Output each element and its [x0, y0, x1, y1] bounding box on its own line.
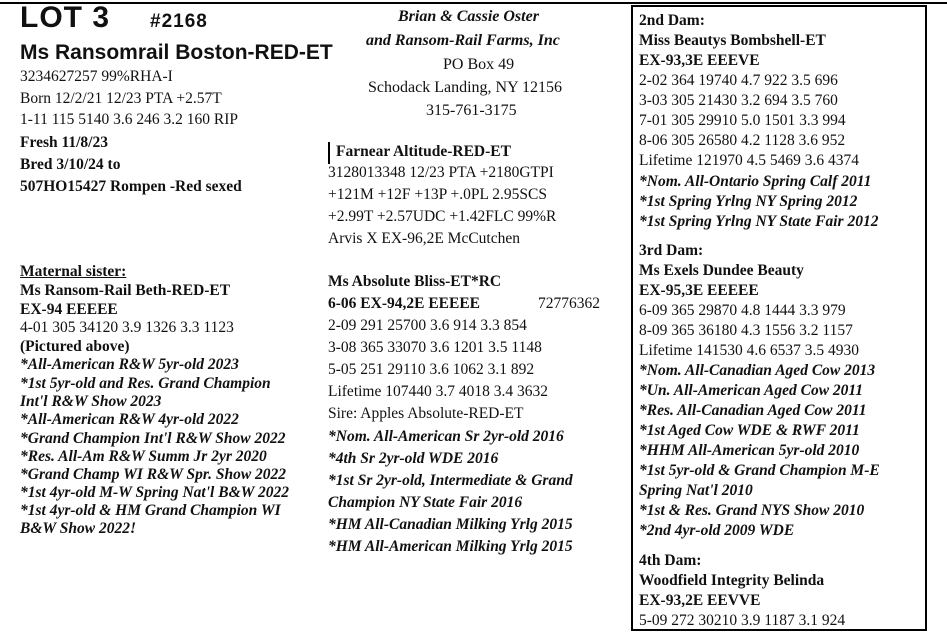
second-dam-record: 3-03 305 21430 3.2 694 3.5 760: [639, 92, 838, 109]
fourth-dam-heading: 4th Dam:: [639, 552, 702, 569]
maternal-sister-award: *Grand Champ WI R&W Spr. Show 2022: [20, 466, 287, 483]
maternal-sister-award: *All-American R&W 5yr-old 2023: [20, 356, 239, 373]
dam-award: *4th Sr 2yr-old WDE 2016: [328, 450, 499, 467]
sire-line: +2.99T +2.57UDC +1.42FLC 99%R: [328, 208, 557, 225]
maternal-sister-award: *Grand Champion Int'l R&W Show 2022: [20, 430, 286, 447]
third-dam-record: 8-09 365 36180 4.3 1556 3.2 1157: [639, 322, 853, 339]
dam-lifetime: Lifetime 107440 3.7 4018 3.4 3632: [328, 383, 548, 400]
sire-section-rule: [328, 142, 330, 164]
consignor-phone: 315-761-3175: [426, 102, 517, 119]
third-dam-lifetime: Lifetime 141530 4.6 6537 3.5 4930: [639, 342, 859, 359]
sire-name: Farnear Altitude-RED-ET: [336, 143, 511, 160]
dam-record: 3-08 365 33070 3.6 1201 3.5 1148: [328, 339, 542, 356]
second-dam-record: 7-01 305 29910 5.0 1501 3.3 994: [639, 112, 846, 129]
second-dam-award: *Nom. All-Ontario Spring Calf 2011: [639, 173, 872, 190]
maternal-sister-award: *1st 4yr-old M-W Spring Nat'l B&W 2022: [20, 484, 290, 501]
maternal-sister-class: EX-94 EEEEE: [20, 301, 118, 318]
third-dam-award: *Nom. All-Canadian Aged Cow 2013: [639, 362, 876, 379]
dam-class: 6-06 EX-94,2E EEEEE: [328, 295, 481, 312]
born-line: Born 12/2/21 12/23 PTA +2.57T: [20, 90, 222, 107]
dam-sire-line: Sire: Apples Absolute-RED-ET: [328, 405, 524, 422]
animal-id-line: 3234627257 99%RHA-I: [20, 68, 173, 85]
third-dam-award: *1st & Res. Grand NYS Show 2010: [639, 502, 865, 519]
third-dam-award: *1st Aged Cow WDE & RWF 2011: [639, 422, 860, 439]
dam-record: 2-09 291 25700 3.6 914 3.3 854: [328, 317, 527, 334]
second-dam-heading: 2nd Dam:: [639, 12, 705, 29]
maternal-sister-note: (Pictured above): [20, 338, 130, 355]
top-rule: [0, 2, 947, 4]
service-sire: 507HO15427 Rompen -Red sexed: [20, 178, 242, 195]
sire-line: +121M +12F +13P +.0PL 2.95SCS: [328, 186, 548, 203]
dam-name: Ms Absolute Bliss-ET*RC: [328, 273, 502, 290]
consignor-city: Schodack Landing, NY 12156: [368, 79, 563, 96]
animal-name: Ms Ransomrail Boston-RED-ET: [20, 41, 333, 64]
third-dam-award: *1st 5yr-old & Grand Champion M-E: [639, 462, 880, 479]
fourth-dam-class: EX-93,2E EEVVE: [639, 592, 761, 609]
third-dam-record: 6-09 365 29870 4.8 1444 3.3 979: [639, 302, 846, 319]
sire-line: Arvis X EX-96,2E McCutchen: [328, 230, 520, 247]
dam-award: *1st Sr 2yr-old, Intermediate & Grand: [328, 472, 573, 489]
second-dam-record: 8-06 305 26580 4.2 1128 3.6 952: [639, 132, 846, 149]
maternal-sister-award: *1st 5yr-old and Res. Grand Champion: [20, 375, 271, 392]
third-dam-name: Ms Exels Dundee Beauty: [639, 262, 804, 279]
maternal-sister-award: *All-American R&W 4yr-old 2022: [20, 411, 239, 428]
dam-award: *HM All-American Milking Yrlg 2015: [328, 538, 573, 555]
maternal-sister-award: B&W Show 2022!: [20, 520, 137, 537]
sire-line: 3128013348 12/23 PTA +2180GTPI: [328, 164, 554, 181]
third-dam-award: *HHM All-American 5yr-old 2010: [639, 442, 860, 459]
third-dam-heading: 3rd Dam:: [639, 242, 704, 259]
consignor-pobox: PO Box 49: [443, 56, 515, 73]
dam-award: *HM All-Canadian Milking Yrlg 2015: [328, 516, 573, 533]
fourth-dam-record: 5-09 272 30210 3.9 1187 3.1 924: [639, 612, 846, 629]
consignor-names: Brian & Cassie Oster: [398, 8, 539, 25]
record-line: 1-11 115 5140 3.6 246 3.2 160 RIP: [20, 111, 239, 128]
second-dam-award: *1st Spring Yrlng NY Spring 2012: [639, 193, 858, 210]
lot-number: #2168: [150, 11, 208, 32]
lot-label: LOT 3: [20, 1, 111, 34]
maternal-sister-award: Int'l R&W Show 2023: [20, 393, 162, 410]
maternal-sister-award: *1st 4yr-old & HM Grand Champion WI: [20, 502, 281, 519]
maternal-sister-heading: Maternal sister:: [20, 263, 127, 280]
bred-date: Bred 3/10/24 to: [20, 156, 121, 173]
third-dam-award: *Un. All-American Aged Cow 2011: [639, 382, 864, 399]
fresh-date: Fresh 11/8/23: [20, 134, 108, 151]
dam-award: *Nom. All-American Sr 2yr-old 2016: [328, 428, 564, 445]
fourth-dam-name: Woodfield Integrity Belinda: [639, 572, 825, 589]
dam-award: Champion NY State Fair 2016: [328, 494, 523, 511]
second-dam-award: *1st Spring Yrlng NY State Fair 2012: [639, 213, 879, 230]
third-dam-class: EX-95,3E EEEEE: [639, 282, 759, 299]
dam-reg-number: 72776362: [538, 295, 600, 312]
third-dam-award: *2nd 4yr-old 2009 WDE: [639, 522, 795, 539]
maternal-sister-record: 4-01 305 34120 3.9 1326 3.3 1123: [20, 319, 234, 336]
second-dam-name: Miss Beautys Bombshell-ET: [639, 32, 826, 49]
maternal-sister-award: *Res. All-Am R&W Summ Jr 2yr 2020: [20, 448, 267, 465]
third-dam-award: Spring Nat'l 2010: [639, 482, 753, 499]
second-dam-lifetime: Lifetime 121970 4.5 5469 3.6 4374: [639, 152, 859, 169]
second-dam-record: 2-02 364 19740 4.7 922 3.5 696: [639, 72, 838, 89]
second-dam-class: EX-93,3E EEEVE: [639, 52, 760, 69]
consignor-farm: and Ransom-Rail Farms, Inc: [366, 32, 560, 49]
third-dam-award: *Res. All-Canadian Aged Cow 2011: [639, 402, 867, 419]
dam-record: 5-05 251 29110 3.6 1062 3.1 892: [328, 361, 535, 378]
maternal-sister-name: Ms Ransom-Rail Beth-RED-ET: [20, 282, 231, 299]
